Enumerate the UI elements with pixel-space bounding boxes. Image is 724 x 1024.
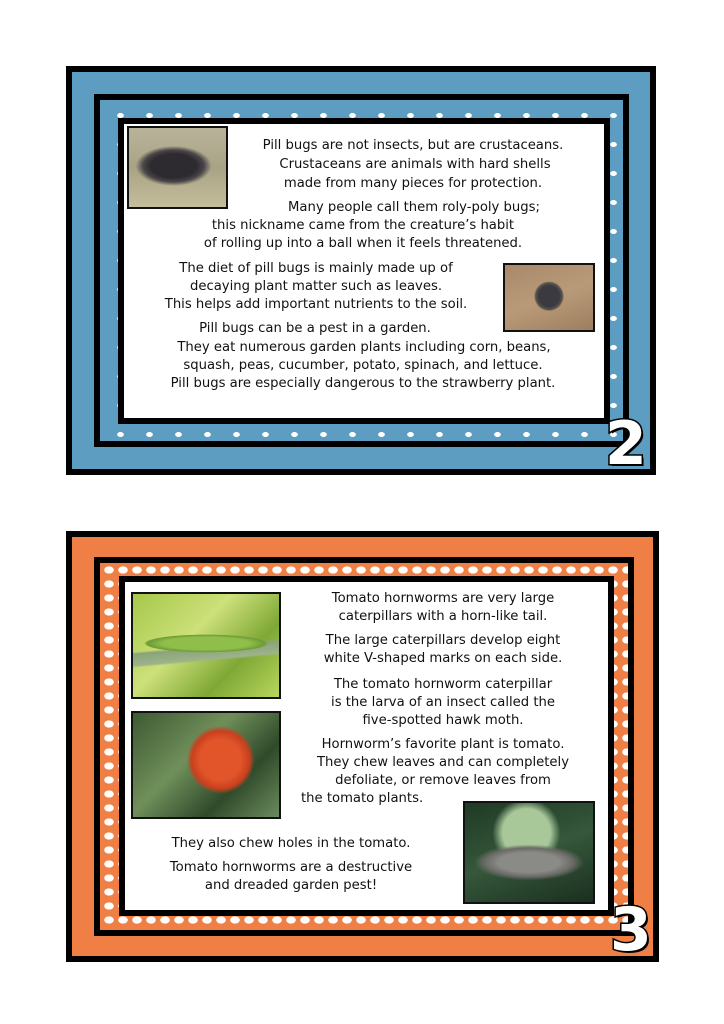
text-line: Hornworm’s favorite plant is tomato. <box>321 737 565 752</box>
text-line: This helps add important nutrients to the soil. <box>164 297 468 312</box>
text-line: and dreaded garden pest! <box>204 878 378 893</box>
text-line: Pill bugs are not insects, but are crustaceans. <box>262 138 564 153</box>
text-line: white V-shaped marks on each side. <box>323 651 563 666</box>
text-line: squash, peas, cucumber, potato, spinach, and lettuce. <box>183 358 543 373</box>
rolled-pill-bug-photo <box>503 263 595 332</box>
text-line: decaying plant matter such as leaves. <box>189 279 443 294</box>
text-line: Pill bugs can be a pest in a garden. <box>199 321 431 336</box>
text-line: of rolling up into a ball when it feels threatened. <box>203 236 523 251</box>
hornworm-on-tomato-photo <box>131 711 281 819</box>
card-number: 2 <box>605 409 647 479</box>
text-line: The tomato hornworm caterpillar <box>333 677 553 692</box>
text-line: defoliate, or remove leaves from <box>335 773 551 788</box>
text-line: Pill bugs are especially dangerous to the strawberry plant. <box>170 376 556 391</box>
text-line: this nickname came from the creature’s habit <box>211 218 515 233</box>
text-line: the tomato plants. <box>301 791 424 806</box>
text-line: The large caterpillars develop eight <box>325 633 561 648</box>
card-number: 3 <box>610 895 652 965</box>
text-line: Crustaceans are animals with hard shells <box>279 157 551 172</box>
text-line: Tomato hornworms are a destructive <box>169 860 413 875</box>
pill-bug-photo <box>127 126 228 209</box>
text-line: They eat numerous garden plants including corn, beans, <box>177 340 551 355</box>
text-line: Tomato hornworms are very large <box>331 591 555 606</box>
text-line: five-spotted hawk moth. <box>362 713 524 728</box>
text-line: The diet of pill bugs is mainly made up of <box>179 261 453 276</box>
text-line: They also chew holes in the tomato. <box>171 836 411 851</box>
text-line: is the larva of an insect called the <box>331 695 555 710</box>
text-line: Many people call them roly-poly bugs; <box>288 200 540 215</box>
hawk-moth-photo <box>463 801 595 904</box>
hornworm-on-leaf-photo <box>131 592 281 699</box>
text-line: made from many pieces for protection. <box>283 176 543 191</box>
text-line: They chew leaves and can completely <box>316 755 570 770</box>
text-line: caterpillars with a horn-like tail. <box>338 609 548 624</box>
